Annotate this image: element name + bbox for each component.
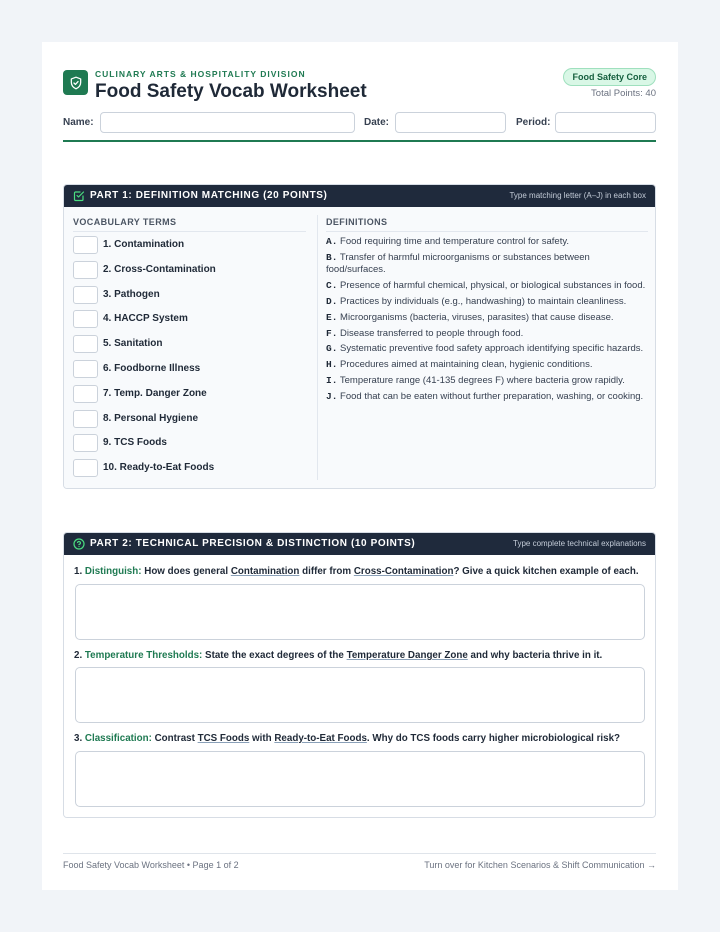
total-points: Total Points: 40	[591, 88, 656, 99]
definition-item	[326, 280, 648, 293]
answer-box-10[interactable]	[73, 459, 98, 477]
worksheet-header	[63, 68, 656, 104]
definition-letter: H.	[326, 359, 338, 371]
definition-letter: J.	[326, 390, 338, 402]
question-keyword: Classification:	[84, 733, 152, 744]
definition-item	[326, 359, 648, 372]
term-row	[73, 257, 306, 282]
definition-text: Disease transferred to people through food.	[340, 327, 524, 339]
part2-body	[64, 555, 655, 817]
term-label: 4. HACCP System	[103, 313, 188, 325]
answer-box-5[interactable]	[73, 335, 98, 353]
part2-section	[63, 532, 656, 818]
definition-letter: G.	[326, 343, 338, 355]
term-row	[73, 306, 306, 331]
part1-title: PART 1: DEFINITION MATCHING (20 POINTS)	[90, 190, 328, 201]
definition-letter: F.	[326, 327, 338, 339]
definition-text: Transfer of harmful microorganisms or substances between food/surfaces.	[326, 251, 590, 276]
date-field[interactable]	[395, 112, 506, 133]
date-label: Date:	[364, 117, 390, 128]
term-label: 7. Temp. Danger Zone	[103, 387, 207, 399]
term-label: 3. Pathogen	[103, 288, 160, 300]
question-term: TCS Foods	[197, 733, 250, 744]
definition-item	[326, 312, 648, 325]
page-title: Food Safety Vocab Worksheet	[95, 81, 367, 102]
term-label: 6. Foodborne Illness	[103, 362, 201, 374]
division-label: CULINARY ARTS & HOSPITALITY DIVISION	[95, 69, 306, 79]
question-text: ? Give a quick kitchen example of each.	[453, 566, 639, 577]
question-number: 2.	[74, 650, 85, 661]
answer-box-1[interactable]	[73, 236, 98, 254]
term-row	[73, 430, 306, 455]
definition-item	[326, 236, 648, 249]
question-term: Contamination	[230, 566, 300, 577]
answer-field-3[interactable]	[75, 751, 645, 807]
term-label: 5. Sanitation	[103, 338, 163, 350]
name-label: Name:	[63, 117, 94, 128]
part1-hint: Type matching letter (A–J) in each box	[509, 191, 646, 200]
definition-item	[326, 296, 648, 309]
question-1	[74, 566, 646, 577]
term-row	[73, 356, 306, 381]
definition-text: Food that can be eaten without further preparation, washing, or cooking.	[340, 390, 644, 402]
answer-box-3[interactable]	[73, 286, 98, 304]
part1-body	[64, 207, 655, 488]
definition-text: Practices by individuals (e.g., handwashing) to maintain cleanliness.	[340, 295, 627, 307]
definitions-heading: DEFINITIONS	[326, 217, 648, 232]
terms-heading: VOCABULARY TERMS	[73, 217, 306, 232]
question-keyword: Temperature Thresholds:	[84, 650, 203, 661]
question-number: 1.	[74, 566, 85, 577]
term-row	[73, 282, 306, 307]
period-field[interactable]	[555, 112, 656, 133]
question-text: Contrast	[151, 733, 198, 744]
definition-item	[326, 328, 648, 341]
part2-header	[64, 533, 655, 555]
definition-text: Food requiring time and temperature control for safety.	[340, 236, 570, 247]
definition-letter: C.	[326, 280, 338, 292]
term-label: 1. Contamination	[103, 239, 185, 250]
part2-hint: Type complete technical explanations	[513, 539, 646, 548]
question-text: How does general	[141, 566, 231, 577]
definitions-column	[326, 217, 648, 406]
part2-title: PART 2: TECHNICAL PRECISION & DISTINCTION (10 POINTS)	[90, 538, 416, 549]
answer-field-2[interactable]	[75, 667, 645, 723]
definition-letter: D.	[326, 295, 338, 307]
vocabulary-terms-column	[73, 217, 306, 480]
answer-field-1[interactable]	[75, 584, 645, 640]
definition-text: Systematic preventive food safety approach identifying specific hazards.	[340, 343, 644, 355]
definition-letter: I.	[326, 374, 338, 386]
term-row	[73, 406, 306, 431]
definition-item	[326, 391, 648, 404]
footer-next-note: Turn over for Kitchen Scenarios & Shift Communication →	[424, 860, 656, 870]
definition-letter: B.	[326, 251, 338, 263]
part1-section	[63, 184, 656, 489]
question-term: Ready-to-Eat Foods	[274, 733, 367, 744]
definition-text: Presence of harmful chemical, physical, or biological substances in food.	[340, 280, 646, 292]
question-term: Cross-Contamination	[353, 566, 454, 577]
answer-box-7[interactable]	[73, 385, 98, 403]
term-label: 9. TCS Foods	[103, 437, 167, 449]
question-3	[74, 733, 646, 744]
question-text: State the exact degrees of the	[202, 650, 347, 661]
definition-text: Microorganisms (bacteria, viruses, parasites) that cause disease.	[340, 311, 614, 323]
name-field[interactable]	[100, 112, 355, 133]
terms-list	[73, 232, 306, 480]
definition-item	[326, 375, 648, 388]
shield-check-icon	[63, 70, 88, 95]
term-row	[73, 331, 306, 356]
question-text: and why bacteria thrive in it.	[467, 650, 603, 661]
term-row	[73, 455, 306, 480]
course-badge: Food Safety Core	[563, 68, 656, 86]
part1-header	[64, 185, 655, 207]
answer-box-6[interactable]	[73, 360, 98, 378]
footer-divider	[63, 853, 656, 854]
term-row	[73, 232, 306, 257]
answer-box-8[interactable]	[73, 410, 98, 428]
column-divider	[317, 215, 318, 480]
definitions-list	[326, 232, 648, 403]
definition-item	[326, 252, 648, 277]
answer-box-2[interactable]	[73, 261, 98, 279]
definition-text: Procedures aimed at maintaining clean, hygienic conditions.	[340, 359, 593, 371]
term-label: 8. Personal Hygiene	[103, 412, 199, 424]
question-number: 3.	[74, 733, 85, 744]
question-term: Temperature Danger Zone	[346, 650, 468, 661]
definition-letter: A.	[326, 236, 338, 247]
definition-text: Temperature range (41-135 degrees F) where bacteria grow rapidly.	[339, 374, 625, 386]
question-text: . Why do TCS foods carry higher microbiological risk?	[366, 733, 621, 744]
question-text: with	[249, 733, 275, 744]
question-circle-icon	[73, 538, 85, 550]
answer-box-4[interactable]	[73, 310, 98, 328]
question-text: differ from	[299, 566, 354, 577]
student-info-row	[63, 112, 656, 134]
question-keyword: Distinguish:	[84, 566, 142, 577]
answer-box-9[interactable]	[73, 434, 98, 452]
term-row	[73, 381, 306, 406]
footer-page-info: Food Safety Vocab Worksheet • Page 1 of 2	[63, 860, 239, 870]
checkbox-icon	[73, 190, 85, 202]
header-divider	[63, 140, 656, 142]
term-label: 10. Ready-to-Eat Foods	[103, 462, 215, 474]
definition-item	[326, 343, 648, 356]
definition-letter: E.	[326, 311, 338, 323]
worksheet-page	[42, 42, 678, 890]
question-2	[74, 650, 646, 661]
period-label: Period:	[516, 117, 551, 128]
term-label: 2. Cross-Contamination	[103, 263, 216, 275]
